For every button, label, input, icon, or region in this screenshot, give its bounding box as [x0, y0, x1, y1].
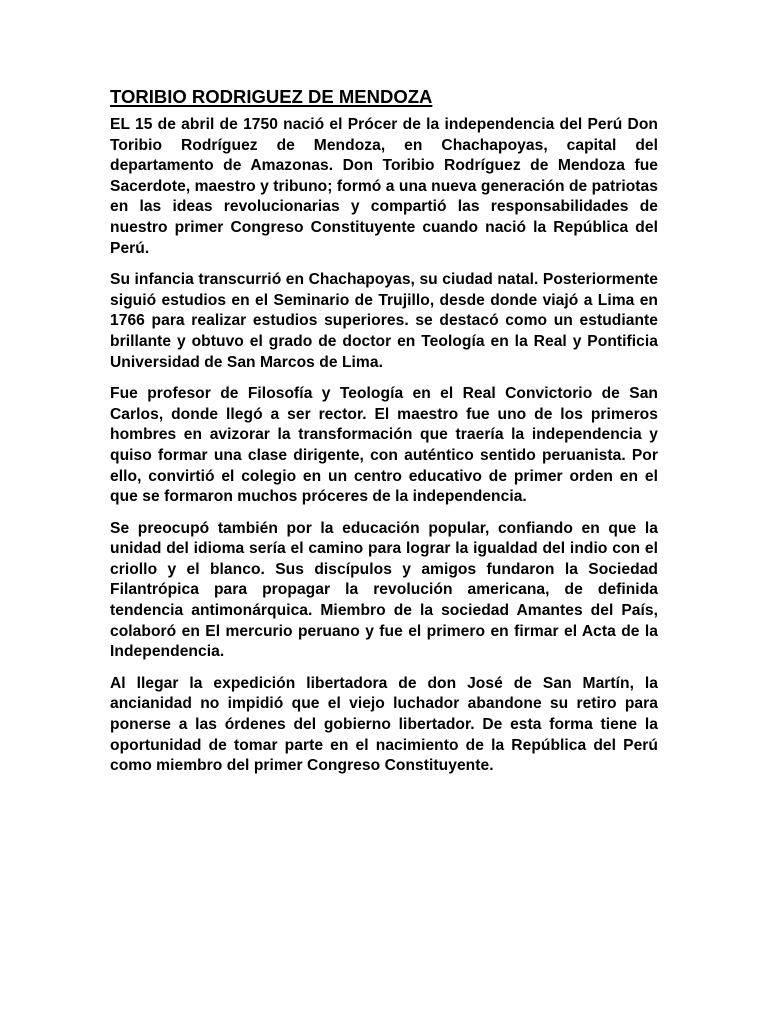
paragraph-liberation-expedition: Al llegar la expedición libertadora de don José de San Martín, la ancianidad no impidió que el viejo luchador abandone su retiro para ponerse a las órdenes del gobierno libertador. De esta forma tiene la oportunidad de tomar parte en el nacimiento de la República del Perú como miembro del primer Congreso Constituyente.: [110, 674, 658, 775]
paragraph-popular-education: Se preocupó también por la educación popular, confiando en que la unidad del idioma sería el camino para lograr la igualdad del indio con el criollo y el blanco. Sus discípulos y amigos fundaron la Sociedad Filantrópica para propagar la revolución americana, de definida tendencia antimonárquica. Miembro de la sociedad Amantes del País, colaboró en El mercurio peruano y fue el primero en firmar el Acta de la Independencia.: [110, 519, 658, 661]
document-body: [110, 86, 658, 788]
paragraph-professor: Fue profesor de Filosofía y Teología en el Real Convictorio de San Carlos, donde llegó a ser rector. El maestro fue uno de los primeros hombres en avizorar la transformación que traería la independencia y quiso formar una clase dirigente, con auténtico sentido peruanista. Por ello, convirtió el colegio en un centro educativo de primer orden en el que se formaron muchos próceres de la independencia.: [110, 385, 658, 506]
paragraph-birth: EL 15 de abril de 1750 nació el Prócer de la independencia del Perú Don Toribio Rodríguez de Mendoza, en Chachapoyas, capital del departamento de Amazonas. Don Toribio Rodríguez de Mendoza fue Sacerdote, maestro y tribuno; formó a una nueva generación de patriotas en las ideas revolucionarias y compartió las responsabilidades de nuestro primer Congreso Constituyente cuando nació la República del Perú.: [110, 116, 658, 257]
document-title: TORIBIO RODRIGUEZ DE MENDOZA: [110, 86, 433, 107]
paragraph-childhood-education: Su infancia transcurrió en Chachapoyas, su ciudad natal. Posteriormente siguió estudios en el Seminario de Trujillo, desde donde viajó a Lima en 1766 para realizar estudios superiores. se destacó como un estudiante brillante y obtuvo el grado de doctor en Teología en la Real y Pontificia Universidad de San Marcos de Lima.: [110, 271, 658, 371]
